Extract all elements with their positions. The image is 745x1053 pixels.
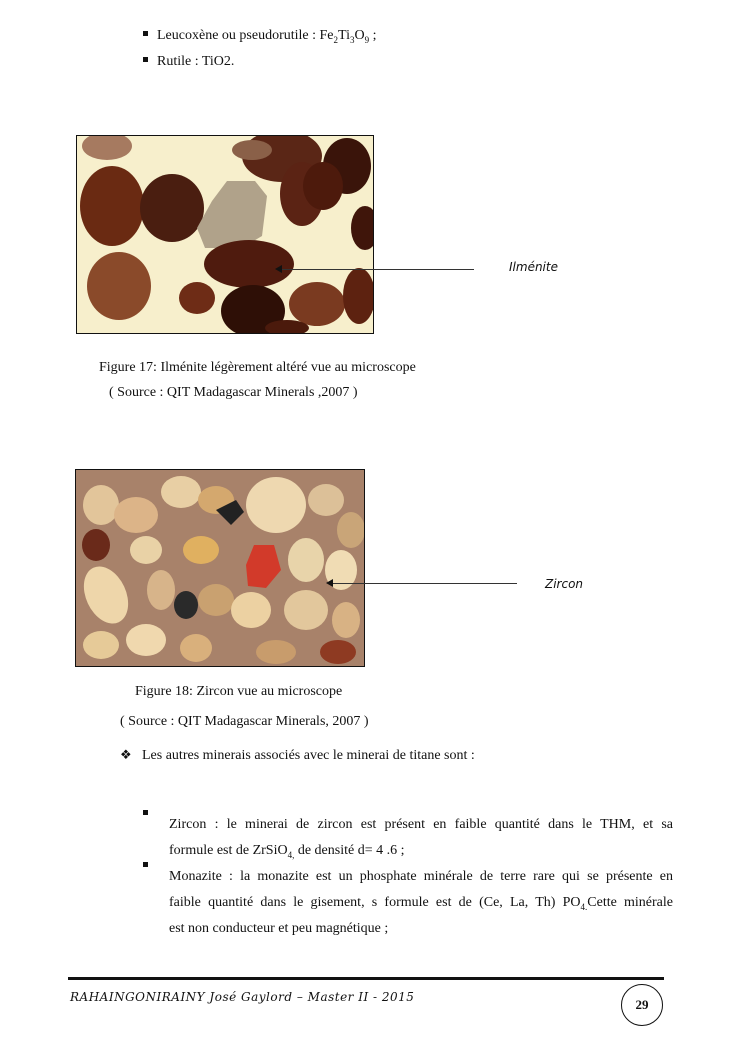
arrow-left-icon [275,265,282,273]
square-bullet-icon [143,862,148,867]
list-item-monazite: Monazite : la monazite est un phosphate minérale de terre rare qui se présente en faible quantité dans le gisement, s formule est de (Ce, La, Th) $PO_{4.}Cette$ minérale est non conducteur et peu magnétique ; [143,846,673,942]
associated-minerals-intro: ❖ Les autres minerais associés avec le minerai de titane sont : [120,747,475,763]
figure-17-caption: Figure 17: Ilménite légèrement altéré vue au microscope [99,360,416,375]
zircon-pointer-line [333,583,517,584]
list-item-rutile: Rutile : TiO2. [143,53,234,71]
zircon-label: Zircon [545,577,584,591]
ilmenite-label: Ilménite [509,260,558,274]
ilmenite-pointer-line [282,269,474,270]
list-item-leucoxene: Leucoxène ou pseudorutile : $Fe_2Ti_3O_9$ ; [143,27,376,45]
footer-rule [68,977,664,980]
figure-17-source: ( Source : QIT Madagascar Minerals ,2007 ) [109,385,358,400]
list-item-zircon: Zircon : le minerai de zircon est présent en faible quantité dans le THM, et sa formule est de ZrSiO$_{4,}$ de densité d= 4 .6 ; [143,794,673,864]
square-bullet-icon [143,31,148,36]
figure-18-source: ( Source : QIT Madagascar Minerals, 2007 ) [120,714,369,729]
footer-author: RAHAINGONIRAINY José Gaylord – Master II - 2015 [70,990,415,1004]
page-number: 29 [621,984,663,1026]
diamond-bullet-icon: ❖ [120,747,132,762]
arrow-left-icon [326,579,333,587]
zircon-photo [75,469,365,667]
figure-18-caption: Figure 18: Zircon vue au microscope [135,684,343,699]
square-bullet-icon [143,57,148,62]
ilmenite-photo [76,135,374,334]
square-bullet-icon [143,810,148,815]
